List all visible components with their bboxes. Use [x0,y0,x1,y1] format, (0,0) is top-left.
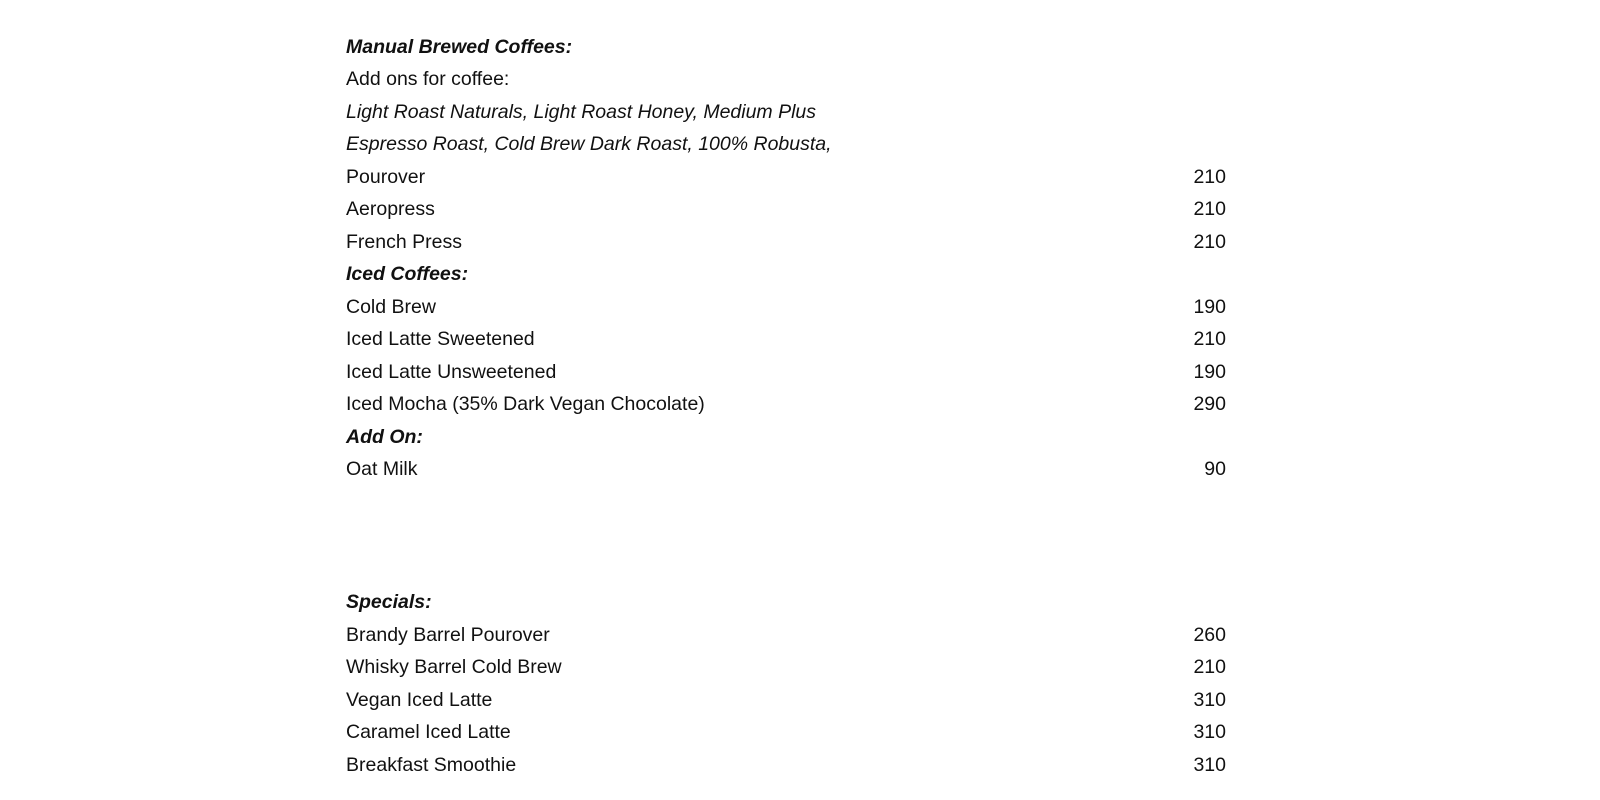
item-name: Cold Brew [346,296,436,318]
item-price: 210 [1193,231,1226,253]
item-name: Iced Latte Sweetened [346,328,535,350]
menu-item [346,749,1226,781]
menu-item [346,716,1226,748]
item-price: 90 [1204,458,1226,480]
item-price: 210 [1193,328,1226,350]
addons-list-line-2: Espresso Roast, Cold Brew Dark Roast, 100% Robusta, [346,133,832,155]
menu-item [346,619,1226,651]
item-name: Iced Latte Unsweetened [346,361,557,383]
item-name: Brandy Barrel Pourover [346,624,550,646]
menu-item [346,323,1226,355]
item-name: Whisky Barrel Cold Brew [346,656,562,678]
item-price: 210 [1193,198,1226,220]
menu-item [346,291,1226,323]
item-price: 290 [1193,393,1226,415]
item-price: 210 [1193,166,1226,188]
item-name: Aeropress [346,198,435,220]
item-price: 310 [1193,721,1226,743]
menu-item [346,453,1226,485]
item-price: 190 [1193,296,1226,318]
menu-item [346,161,1226,193]
item-name: Oat Milk [346,458,418,480]
item-name: French Press [346,231,462,253]
menu-item [346,356,1226,388]
menu-item [346,388,1226,420]
item-name: Iced Mocha (35% Dark Vegan Chocolate) [346,393,705,415]
item-price: 190 [1193,361,1226,383]
addons-label: Add ons for coffee: [346,68,510,90]
menu-item [346,193,1226,225]
item-name: Breakfast Smoothie [346,754,517,776]
item-price: 310 [1193,689,1226,711]
item-price: 260 [1193,624,1226,646]
section-heading-specials: Specials: [346,591,432,613]
item-name: Caramel Iced Latte [346,721,511,743]
item-price: 310 [1193,754,1226,776]
menu-item [346,684,1226,716]
item-price: 210 [1193,656,1226,678]
addons-list-line-1: Light Roast Naturals, Light Roast Honey, Medium Plus [346,101,817,123]
menu-item [346,226,1226,258]
menu-item [346,651,1226,683]
section-heading-add-on: Add On: [346,426,423,448]
section-heading-iced-coffees: Iced Coffees: [346,263,469,285]
item-name: Vegan Iced Latte [346,689,493,711]
section-heading-manual-brewed: Manual Brewed Coffees: [346,36,573,58]
item-name: Pourover [346,166,426,188]
